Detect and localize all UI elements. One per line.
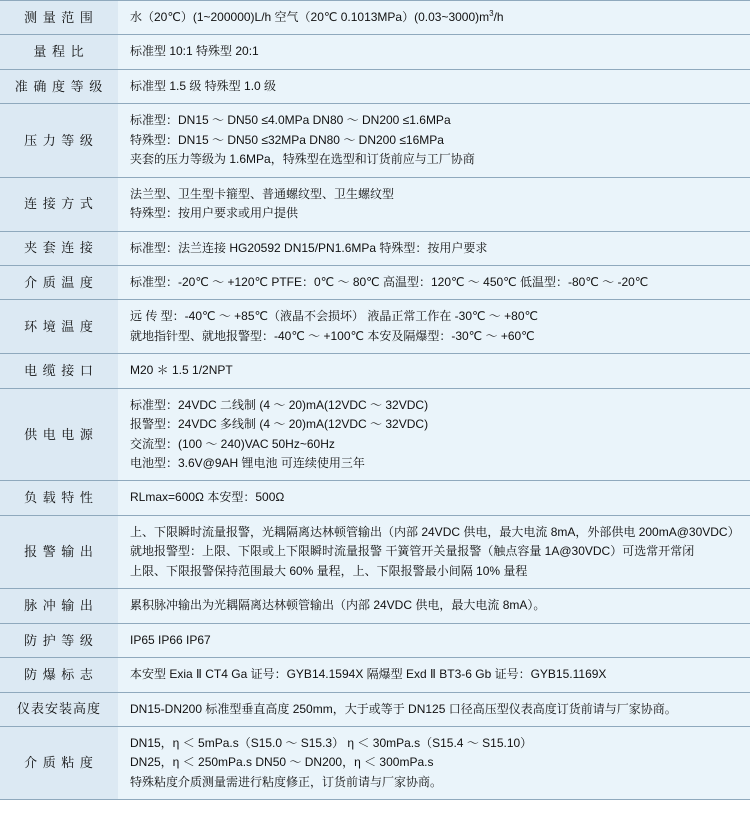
value-line: 特殊型：按用户要求或用户提供 (130, 206, 299, 221)
table-row (0, 104, 750, 177)
row-label: 介 质 粘 度 (0, 726, 118, 799)
table-row (0, 231, 750, 265)
value-line: 电池型：3.6V@9AH 锂电池 可连续使用三年 (130, 456, 365, 470)
value-line: 就地指针型、就地报警型：-40℃ ～ +100℃ 本安及隔爆型：-30℃ ～ +60℃ (130, 328, 535, 343)
value-line: IP65 IP66 IP67 (130, 632, 211, 647)
row-label: 报 警 输 出 (0, 515, 118, 588)
value-line: 标准型：24VDC 二线制 (4 ～ 20)mA(12VDC ～ 32VDC) (130, 397, 429, 412)
row-value (118, 231, 750, 265)
value-line: DN25，η ＜ 250mPa.s DN50 ～ DN200，η ＜ 300mPa.s (130, 755, 434, 770)
row-label: 压 力 等 级 (0, 104, 118, 177)
value-line: 标准型：法兰连接 HG20592 DN15/PN1.6MPa 特殊型：按用户要求 (130, 240, 488, 255)
row-label: 供 电 电 源 (0, 388, 118, 481)
row-label: 准 确 度 等 级 (0, 69, 118, 103)
value-line: 水（20℃）(1~200000)L/h 空气（20℃ $0.1013MPa)(0.03\sim 3000)m^3/h$ (130, 9, 504, 24)
row-value (118, 354, 750, 388)
row-label: 防 护 等 级 (0, 623, 118, 657)
row-value (118, 658, 750, 692)
table-row (0, 726, 750, 799)
row-label: 夹 套 连 接 (0, 231, 118, 265)
row-value (118, 481, 750, 515)
value-line: 上限、下限报警保持范围最大 60% 量程，上、下限报警最小间隔 10% 量程 (130, 563, 528, 578)
row-value (118, 623, 750, 657)
row-label: 测 量 范 围 (0, 1, 118, 35)
table-row (0, 623, 750, 657)
row-label: 仪表安装高度 (0, 692, 118, 726)
row-label: 脉 冲 输 出 (0, 589, 118, 623)
row-value (118, 69, 750, 103)
value-line: 特殊型：DN15 ～ DN50 ≤32MPa DN80 ～ DN200 ≤16MPa (130, 132, 444, 147)
table-row (0, 177, 750, 231)
table-row (0, 658, 750, 692)
table-row (0, 354, 750, 388)
value-line: 标准型 1.5 级 特殊型 1.0 级 (130, 78, 277, 93)
value-line: 远 传 型：-40℃ ～ +85℃（液晶不会损坏） 液晶正常工作在 -30℃ ～ +80℃ (130, 309, 538, 324)
value-line: 标准型 10:1 特殊型 20:1 (130, 44, 259, 59)
table-row (0, 1, 750, 35)
row-value (118, 177, 750, 231)
value-line: DN15，η ＜ 5mPa.s（S15.0 ～ S15.3） η ＜ 30mPa.s（S15.4 ～ S15.10） (130, 735, 533, 750)
value-line: 夹套的压力等级为 1.6MPa，特殊型在选型和订货前应与工厂协商 (130, 152, 475, 167)
row-value (118, 265, 750, 299)
row-label: 连 接 方 式 (0, 177, 118, 231)
table-row (0, 692, 750, 726)
table-row (0, 300, 750, 354)
row-value (118, 388, 750, 481)
row-value (118, 515, 750, 588)
value-line: 报警型：24VDC 多线制 (4 ～ 20)mA(12VDC ～ 32VDC) (130, 417, 429, 432)
row-label: 电 缆 接 口 (0, 354, 118, 388)
value-line: 标准型：-20℃ ～ +120℃ PTFE：0℃ ～ 80℃ 高温型：120℃ ～ 450℃ 低温型：-80℃ ～ -20℃ (130, 274, 649, 289)
table-row (0, 69, 750, 103)
value-line: 特殊粘度介质测量需进行粘度修正，订货前请与厂家协商。 (130, 774, 443, 789)
value-line: 法兰型、卫生型卡箍型、普通螺纹型、卫生螺纹型 (130, 186, 395, 201)
row-value (118, 726, 750, 799)
table-row (0, 388, 750, 481)
value-line: DN15-DN200 标准型垂直高度 250mm，大于或等于 DN125 口径高压型仪表高度订货前请与厂家协商。 (130, 701, 677, 716)
row-label: 防 爆 标 志 (0, 658, 118, 692)
table-row (0, 515, 750, 588)
table-row (0, 265, 750, 299)
cubic-meter-exponent: 3 (489, 9, 494, 18)
row-label: 量 程 比 (0, 35, 118, 69)
row-label: 介 质 温 度 (0, 265, 118, 299)
table-row (0, 35, 750, 69)
value-line: RLmax=600Ω 本安型：500Ω (130, 490, 285, 505)
row-value (118, 104, 750, 177)
value-line: 交流型：(100 ～ 240)VAC 50Hz~60Hz (130, 436, 335, 451)
row-value (118, 35, 750, 69)
row-label: 环 境 温 度 (0, 300, 118, 354)
row-label: 负 载 特 性 (0, 481, 118, 515)
value-line: M20 ＊ 1.5 1/2NPT (130, 363, 233, 378)
row-value (118, 1, 750, 35)
row-value (118, 692, 750, 726)
table-row (0, 589, 750, 623)
value-line: 上、下限瞬时流量报警，光耦隔离达林顿管输出（内部 24VDC 供电，最大电流 8mA，外部供电 200mA@30VDC） (130, 524, 740, 539)
value-line: 累积脉冲输出为光耦隔离达林顿管输出（内部 24VDC 供电，最大电流 8mA）。 (130, 598, 546, 613)
value-line: 就地报警型：上限、下限或上下限瞬时流量报警 干簧管开关量报警（触点容量 1A@30VDC）可选常开常闭 (130, 544, 695, 559)
value-line: 标准型：DN15 ～ DN50 ≤4.0MPa DN80 ～ DN200 ≤1.6MPa (130, 113, 451, 128)
table-row (0, 481, 750, 515)
spec-table-body (0, 1, 750, 800)
value-line: 本安型 Exia Ⅱ CT4 Ga 证号：GYB14.1594X 隔爆型 Exd Ⅱ BT3-6 Gb 证号：GYB15.1169X (130, 667, 607, 682)
row-value (118, 300, 750, 354)
row-value (118, 589, 750, 623)
